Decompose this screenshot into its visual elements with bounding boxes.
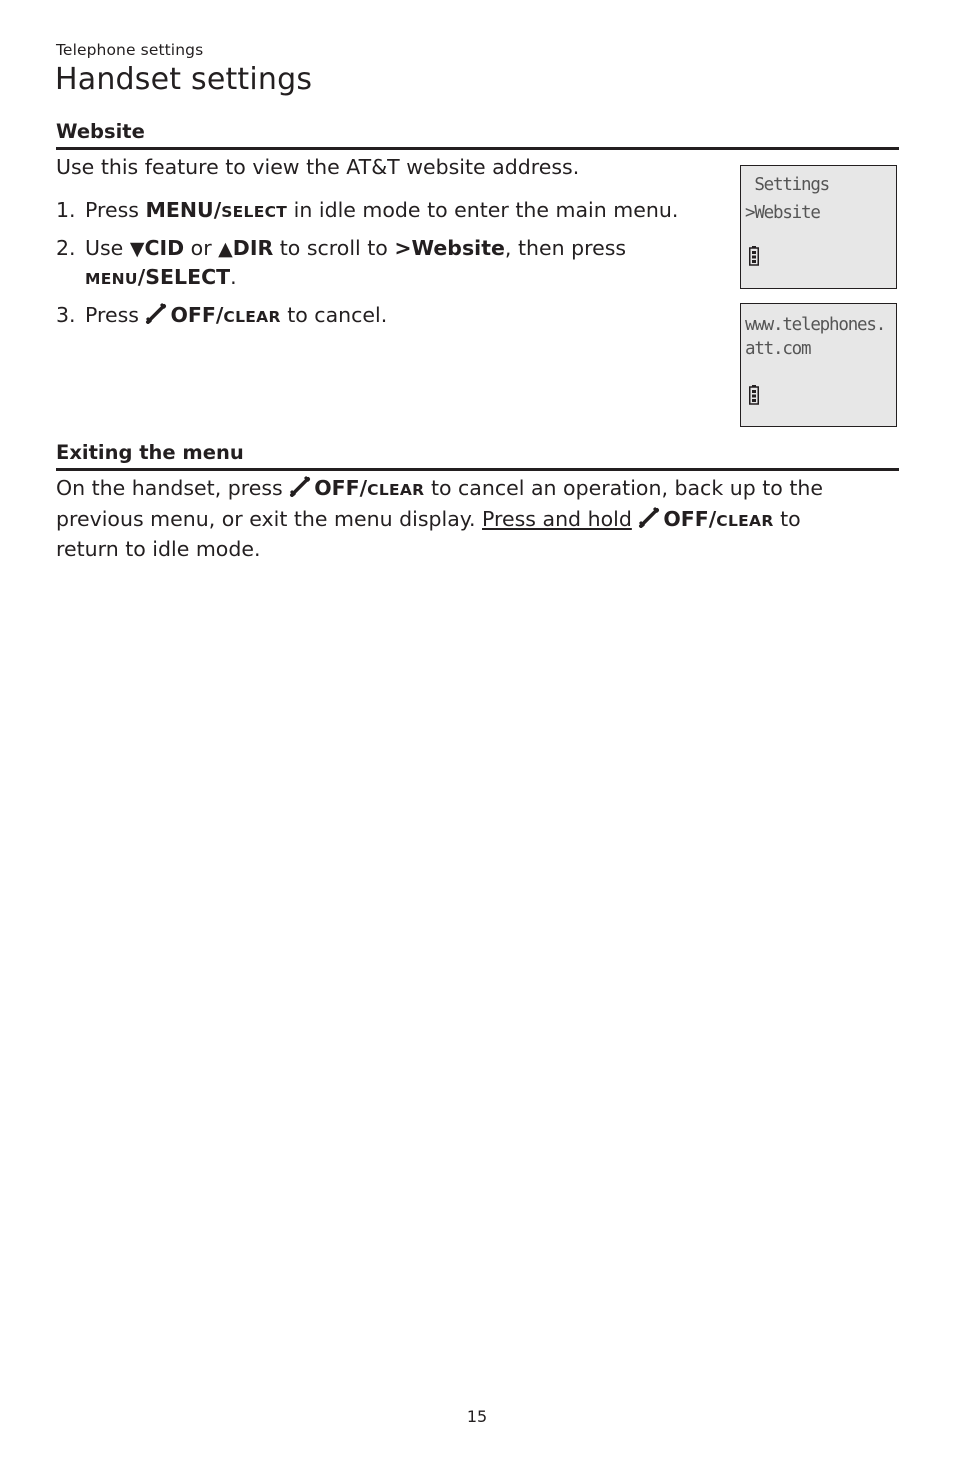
key-label-smallcaps: MENU [85, 270, 138, 288]
website-steps [56, 196, 721, 338]
page-kicker: Telephone settings [56, 41, 204, 59]
up-arrow-icon: ▲ [218, 237, 233, 260]
lcd-line: att.com [745, 339, 811, 359]
key-label: DIR [232, 235, 274, 260]
step-item: 2. Use ▼CID or ▲DIR to scroll to >Website, then press MENU/SELECT. [56, 235, 627, 289]
website-intro: Use this feature to view the AT&T website address. [56, 155, 580, 179]
section-heading-exit: Exiting the menu [56, 441, 899, 471]
lcd-line: >Website [745, 203, 820, 223]
menu-target: >Website [394, 235, 505, 260]
key-label-smallcaps: CLEAR [367, 481, 425, 499]
step-number: 2. [56, 235, 76, 260]
key-label: CID [144, 235, 185, 260]
section-heading-website: Website [56, 120, 899, 150]
key-label: OFF/ [314, 476, 368, 500]
down-arrow-icon: ▼ [129, 237, 145, 260]
lcd-line: Settings [745, 175, 830, 195]
step-number: 1. [56, 198, 76, 222]
phone-off-icon [145, 302, 167, 324]
key-label: OFF/ [170, 302, 224, 327]
phone-off-icon [289, 475, 311, 497]
step-number: 3. [56, 302, 76, 327]
key-label: OFF/ [663, 506, 717, 531]
battery-icon [749, 385, 759, 405]
exit-paragraph: On the handset, press OFF/CLEAR to cancel an operation, back up to the previous menu, or exit the menu display. Press and hold OFF/CLEAR to return to idle mode. [56, 476, 823, 561]
press-and-hold-text: Press and hold [482, 506, 632, 531]
step-item: 3. Press OFF/CLEAR to cancel. [56, 301, 721, 332]
key-label-smallcaps: CLEAR [223, 307, 281, 326]
key-label: /SELECT [137, 265, 231, 289]
lcd-line: www.telephones. [745, 315, 886, 335]
step-item: 1. Press MENU/SELECT in idle mode to enter the main menu. [56, 196, 721, 227]
page-title: Handset settings [55, 62, 313, 97]
page-number: 15 [466, 1407, 488, 1426]
key-label-smallcaps: SELECT [221, 203, 288, 221]
phone-off-icon [638, 506, 660, 528]
key-label: MENU/ [145, 198, 222, 222]
lcd-screen [740, 303, 897, 427]
key-label-smallcaps: CLEAR [716, 511, 774, 530]
lcd-screen [740, 165, 897, 289]
battery-icon [749, 246, 759, 266]
